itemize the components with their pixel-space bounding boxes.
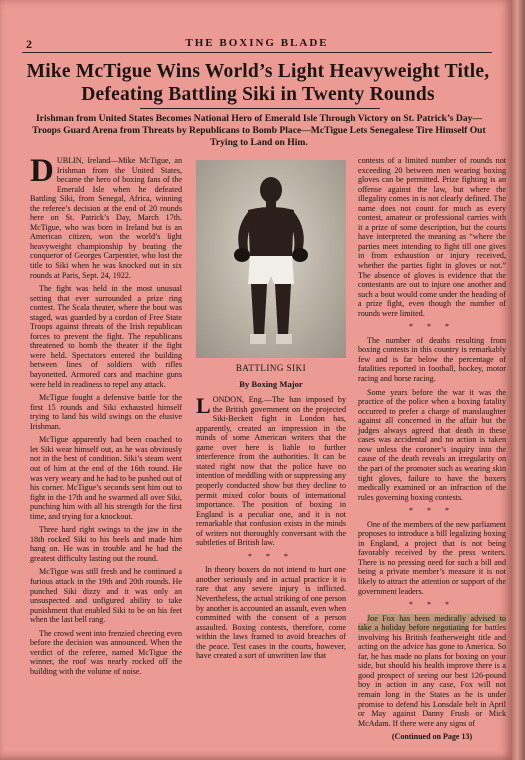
article-paragraph: McTigue was still fresh and he continued a furious attack in the 19th and 20th rounds. He punched Siki dizzy and it was only an unsuspected and unfigured ability to take punishment that enabled Siki to be on his feet when the last bell rang.: [30, 567, 182, 625]
article-paragraph: contests of a limited number of rounds not exceeding 20 between men wearing boxing gloves can be permitted. Prize fighting is an offense against the law, but where the illegality comes in is not clearly defined. The name does not count for much as every contest, amateur or professional carries with it a prize of some description, but the courts have interpreted the meaning as “where the parties meet intending to fight till one gives in from exhaustion or injury received, whether the parties fight in gloves or not.” The absence of gloves is evidence that the contestants are out to injure one another and such a bout would come under the heading of a prize fight, even though the number of rounds were limited.: [358, 156, 506, 318]
boxer-silhouette-icon: [196, 160, 346, 358]
page-header: [22, 38, 492, 53]
page-number: 2: [26, 37, 34, 51]
boxer-photo: [196, 160, 346, 358]
article-paragraph: The fight was held in the most unusual setting that ever surrounded a prize ring contest. The Scala theater, where the bout was staged, was guarded by a cordon of Free State Troops against threats of the Irish republican forces to prevent the fight. The republicans threatened to bomb the theater if the fight were held. Spectators entered the building between lines of soldiers with rifles bayonetted. Armored cars and machine guns were held in readiness to repel any attack.: [30, 284, 182, 389]
article-paragraph: Three hard right swings to the jaw in the 18th rocked Siki to his heels and made him hang on. He was in trouble and he had the greatest difficulty lasting out the round.: [30, 525, 182, 563]
article-paragraph: Some years before the war it was the practice of the police when a boxing fatality occurred to prefer a charge of manslaughter against all concerned in the affair but the judges always agreed that death in these cases was accidental and no action is taken now unless the coroner’s inquiry into the cause of the death reveals an irregularity on the part of the promoter such as wearing skin tight gloves, failure to have the boxers medically examined or an infraction of the rules governing boxing contests.: [358, 387, 506, 502]
article-paragraph: LONDON, Eng.—The ban imposed by the British government on the projected Siki-Beckett fight in London has, apparently, created an impression in the minds of some American writers that the game over here is liable to further interference from the authorities. It can be stated right now that the police have no intention of meddling with or suppressing any properly conducted show but they decline to permit mixed color bouts of international importance. The position of boxing in England is a peculiar one, and it is not remarkable that confusion exists in the minds of writers not thoroughly conversant with the subtleties of British law.: [196, 393, 346, 548]
drop-cap: D: [30, 153, 54, 189]
article-paragraph: Joe Fox has been medically advised to take a holiday before negotiating for battles involving his British featherweight title and acting on the advice has gone to America. So far, he has made no plans for boxing on your side, but should his health improve there is a good prospect of seeing our best 126-pound boy in action in any case, Fox will not remain long in the States as he is under promise to defend his Lonsdale belt in April or May against Danny Frush or Mick McAdam. If there were any signs of: [358, 613, 506, 728]
subheadline: Irishman from United States Becomes National Hero of Emerald Isle Through Victory on St. Patrick’s Day—Troops Guard Arena from Threats by Republicans to Bomb Place—McTigue Lets Senegalese Tire Himself Out Trying to Land on Him.: [32, 113, 486, 148]
article-paragraph: One of the members of the new parliament proposes to introduce a bill legalizing boxing in England, a project that is not being favorably received by the press writers. There is no pressing need for such a bill and being a private member’s measure it is not likely to attract the attention or support of the government leaders.: [358, 519, 506, 596]
article-paragraph: DUBLIN, Ireland—Mike McTigue, an Irishman from the United States, became the hero of boxing fans of the Emerald Isle when he defeated Battling Siki, from Senegal, Africa, winning the referee’s decision at the end of 20 rounds here on St. Patrick’s Day, March 17th. McTigue, who was born in Ireland but is an American citizen, won the world’s light heavyweight championship by beating the conqueror of Georges Carpentier, who lost the title to Siki when he was knocked out in six rounds at Paris, Sept. 24, 1922.: [30, 153, 182, 280]
section-separator: * * *: [409, 322, 455, 332]
column-left: [30, 153, 182, 680]
column-right: [358, 156, 506, 742]
section-separator: * * *: [248, 551, 294, 561]
column-middle: [196, 160, 346, 665]
article-paragraph: The crowd went into frenzied cheering even before the decision was announced. When the verdict of the referee, named McTigue the winner, the roof was nearly rocked off the building with the volume of noise.: [30, 628, 182, 676]
article-paragraph: McTigue apparently had been coached to let Siki wear himself out, as he was obviously not in the best of condition. Siki’s steam went out of him at the end of the 16th round. He was very weary and he had to be pushed out of his corner. McTigue’s seconds sent him out to fight in the 17th and he swarmed all over Siki, punching him with all his strength for the first time, and trying for a knockout.: [30, 435, 182, 521]
article-paragraph: McTigue fought a defensive battle for the first 15 rounds and Siki exhausted himself trying to land his wild swings on the elusive Irishman.: [30, 393, 182, 431]
byline: By Boxing Major: [239, 378, 303, 389]
headline-divider: [140, 108, 380, 109]
section-separator: * * *: [409, 600, 455, 610]
highlighted-text: Joe Fox has been medically advised to take a holiday before negotiating: [358, 613, 506, 633]
masthead: THE BOXING BLADE: [185, 37, 329, 49]
section-separator: * * *: [409, 506, 455, 516]
article-paragraph: In theory boxers do not intend to hurt one another seriously and in actual practice it is rare that any severe injury is inflicted. Nevertheless, the actual striking of one person by another is accounted an assault, even when committed with the consent of a person assaulted. Boxing contests, therefore, come within the laws framed to avoid breaches of the peace. Test cases in the courts, however, have created a sort of unwritten law that: [196, 565, 346, 661]
headline: Mike McTigue Wins World’s Light Heavyweight Title, Defeating Battling Siki in Twenty Rounds: [26, 61, 490, 105]
continued-note: (Continued on Page 13): [391, 732, 473, 742]
drop-cap: L: [196, 393, 211, 419]
article-paragraph: The number of deaths resulting from boxing contests in this country is remarkably few and is far below the percentage of fatalities reported in football, hockey, motor racing and horse racing.: [358, 335, 506, 384]
photo-caption: BATTLING SIKI: [235, 363, 307, 373]
page-edge: [512, 0, 525, 760]
